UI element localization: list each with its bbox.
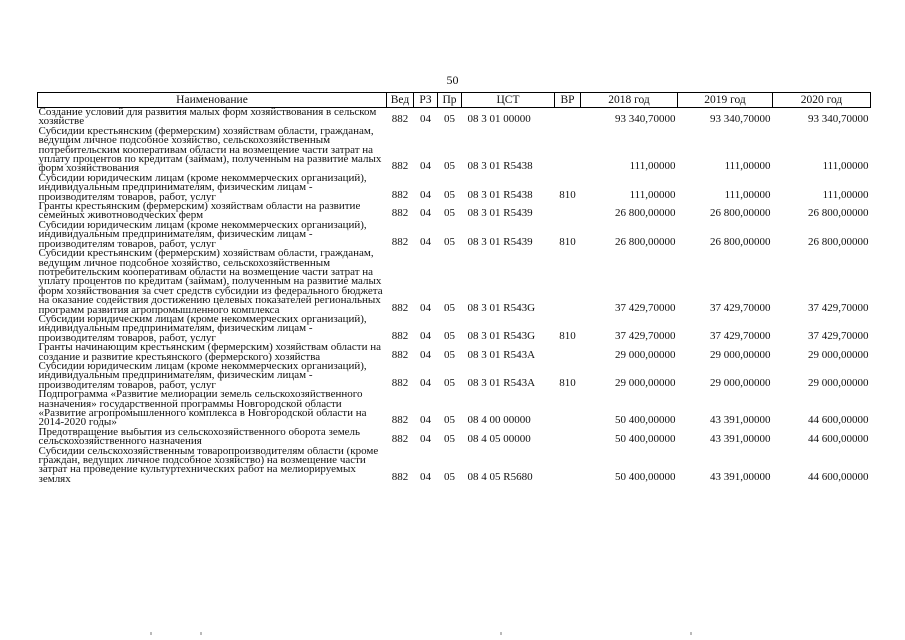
table-row [38, 174, 871, 202]
cell-y2020: 26 800,00000 [808, 207, 869, 220]
cell-ved: 882 [391, 470, 409, 483]
cell-y2019: 29 000,00000 [710, 348, 771, 361]
cell-pr: 05 [444, 301, 455, 314]
cell-cst: 08 3 01 R5439 [467, 207, 533, 220]
table-body [38, 108, 871, 485]
cell-name: Субсидии сельскохозяйственным товаропроизводителям области (кроме граждан, ведущих личное подсобное хозяйство) на возмещение части затрат на проведение культуртехнических работ на мелиорируемых землях [38, 446, 379, 485]
cell-cst: 08 3 01 00000 [467, 113, 531, 126]
cell-rz: 04 [420, 329, 431, 342]
header-ved: Вед [387, 93, 414, 108]
cell-ved: 882 [391, 433, 409, 446]
cell-cst: 08 3 01 R543G [467, 301, 536, 314]
cell-rz: 04 [420, 414, 431, 427]
cell-pr: 05 [444, 329, 455, 342]
cell-vr [555, 428, 581, 447]
table-row [38, 447, 871, 485]
header-cst: ЦСТ [462, 93, 555, 108]
budget-table [37, 92, 871, 484]
cell-name: Гранты крестьянским (фермерским) хозяйствам области на развитие семейных животноводческих ферм [38, 202, 361, 221]
table-row [38, 428, 871, 447]
cell-vr: 810 [559, 376, 576, 389]
cell-cst: 08 3 01 R5438 [467, 188, 533, 201]
cell-y2018: 50 400,00000 [615, 470, 676, 483]
cell-rz: 04 [420, 376, 431, 389]
cell-name: Субсидии юридическим лицам (кроме некоммерческих организаций), индивидуальным предпринимателям, физическим лицам - производителям товаров, работ, услуг [38, 314, 367, 344]
cell-y2019: 111,00000 [724, 160, 771, 173]
cell-y2019: 43 391,00000 [710, 470, 771, 483]
table-row [38, 127, 871, 174]
cell-pr: 05 [444, 188, 455, 201]
header-2020: 2020 год [773, 93, 871, 108]
cell-y2019: 37 429,70000 [710, 301, 771, 314]
cell-y2018: 37 429,70000 [615, 329, 676, 342]
cell-rz: 04 [420, 348, 431, 361]
cell-y2018: 111,00000 [629, 188, 676, 201]
cell-y2018: 50 400,00000 [615, 433, 676, 446]
cell-y2019: 43 391,00000 [710, 414, 771, 427]
cell-y2020: 44 600,00000 [808, 433, 869, 446]
cell-pr: 05 [444, 348, 455, 361]
table-header-row [38, 93, 871, 108]
table-row [38, 108, 871, 127]
cell-name: Субсидии юридическим лицам (кроме некоммерческих организаций), индивидуальным предпринимателям, физическим лицам - производителям товаров, работ, услуг [38, 220, 367, 250]
cell-vr [555, 343, 581, 362]
cell-vr [555, 202, 581, 221]
cell-y2019: 37 429,70000 [710, 329, 771, 342]
cell-name: Субсидии крестьянским (фермерским) хозяйствам области, гражданам, ведущим личное подсобное хозяйство, сельскохозяйственным потребительским кооперативам области на возмещение части затрат на уплату процентов по кредитам (займам), полученным на развитие малых форм хозяйствования за счет средств субсидии из федерального бюджета на оказание содействия достижению целевых показателей региональных программ развития агропромышленного комплекса [38, 249, 383, 315]
cell-cst: 08 3 01 R5438 [467, 160, 533, 173]
cell-y2019: 93 340,70000 [710, 113, 771, 126]
cell-name: Создание условий для развития малых форм хозяйствования в сельском хозяйстве [38, 107, 377, 127]
cell-ved: 882 [391, 113, 409, 126]
header-pr: Пр [438, 93, 462, 108]
cell-ved: 882 [391, 207, 409, 220]
cell-ved: 882 [391, 235, 409, 248]
cell-pr: 05 [444, 160, 455, 173]
cell-y2020: 93 340,70000 [808, 113, 869, 126]
cell-pr: 05 [444, 113, 455, 126]
cell-ved: 882 [391, 376, 409, 389]
cell-name: Подпрограмма «Развитие мелиорации земель сельскохозяйственного назначения» государственной программы Новгородской области «Развитие агропромышленного комплекса в Новгородской области на 2014-2020 годы» [38, 390, 367, 428]
cell-y2018: 26 800,00000 [615, 235, 676, 248]
header-name: Наименование [38, 93, 387, 108]
cell-y2020: 111,00000 [822, 188, 869, 201]
table-row [38, 362, 871, 390]
cell-cst: 08 3 01 R543A [467, 348, 536, 361]
header-2019: 2019 год [678, 93, 773, 108]
cell-name: Субсидии юридическим лицам (кроме некоммерческих организаций), индивидуальным предпринимателям, физическим лицам - производителям товаров, работ, услуг [38, 173, 367, 203]
cell-name: Субсидии крестьянским (фермерским) хозяйствам области, гражданам, ведущим личное подсобное хозяйство, сельскохозяйственным потребительским кооперативам области на возмещение части затрат на уплату процентов по кредитам (займам), полученным на развитие малых форм хозяйствования [38, 126, 382, 174]
cell-ved: 882 [391, 414, 409, 427]
cell-vr [555, 390, 581, 428]
cell-rz: 04 [420, 301, 431, 314]
cell-cst: 08 3 01 R5439 [467, 235, 533, 248]
cell-cst: 08 3 01 R543G [467, 329, 536, 342]
cell-rz: 04 [420, 470, 431, 483]
cell-y2019: 26 800,00000 [710, 235, 771, 248]
cell-pr: 05 [444, 376, 455, 389]
cell-y2018: 37 429,70000 [615, 301, 676, 314]
cell-pr: 05 [444, 470, 455, 483]
cell-vr: 810 [559, 188, 576, 201]
table-row [38, 315, 871, 343]
cell-y2020: 37 429,70000 [808, 329, 869, 342]
cell-y2020: 29 000,00000 [808, 376, 869, 389]
cell-pr: 05 [444, 414, 455, 427]
table-row [38, 202, 871, 221]
cell-rz: 04 [420, 160, 431, 173]
cell-y2018: 29 000,00000 [615, 376, 676, 389]
cell-y2020: 37 429,70000 [808, 301, 869, 314]
cell-vr: 810 [559, 329, 576, 342]
cell-cst: 08 4 00 00000 [467, 414, 531, 427]
cell-y2019: 29 000,00000 [710, 376, 771, 389]
scan-marks [150, 632, 750, 636]
cell-cst: 08 4 05 00000 [467, 433, 531, 446]
cell-vr [555, 249, 581, 315]
cell-rz: 04 [420, 207, 431, 220]
cell-y2018: 111,00000 [629, 160, 676, 173]
cell-y2020: 44 600,00000 [808, 414, 869, 427]
cell-pr: 05 [444, 207, 455, 220]
cell-rz: 04 [420, 188, 431, 201]
cell-name: Субсидии юридическим лицам (кроме некоммерческих организаций), индивидуальным предпринимателям, физическим лицам - производителям товаров, работ, услуг [38, 361, 367, 391]
page-number: 50 [446, 73, 459, 87]
cell-cst: 08 4 05 R5680 [467, 470, 533, 483]
cell-vr: 810 [559, 235, 576, 248]
header-2018: 2018 год [581, 93, 678, 108]
table-row [38, 249, 871, 315]
cell-y2020: 44 600,00000 [808, 470, 869, 483]
cell-ved: 882 [391, 160, 409, 173]
header-rz: РЗ [414, 93, 438, 108]
cell-y2018: 93 340,70000 [615, 113, 676, 126]
cell-vr [555, 447, 581, 485]
cell-ved: 882 [391, 348, 409, 361]
cell-name: Предотвращение выбытия из сельскохозяйственного оборота земель сельскохозяйственного назначения [38, 427, 361, 447]
cell-cst: 08 3 01 R543A [467, 376, 536, 389]
header-vr: ВР [555, 93, 581, 108]
table-row [38, 343, 871, 362]
cell-vr [555, 108, 581, 127]
cell-y2020: 29 000,00000 [808, 348, 869, 361]
cell-y2018: 50 400,00000 [615, 414, 676, 427]
cell-y2020: 26 800,00000 [808, 235, 869, 248]
cell-pr: 05 [444, 235, 455, 248]
cell-rz: 04 [420, 235, 431, 248]
cell-ved: 882 [391, 329, 409, 342]
cell-ved: 882 [391, 301, 409, 314]
cell-rz: 04 [420, 113, 431, 126]
cell-y2020: 111,00000 [822, 160, 869, 173]
cell-y2019: 111,00000 [724, 188, 771, 201]
cell-vr [555, 127, 581, 174]
cell-rz: 04 [420, 433, 431, 446]
cell-name: Гранты начинающим крестьянским (фермерским) хозяйствам области на создание и развитие крестьянского (фермерского) хозяйства [38, 343, 381, 362]
cell-ved: 882 [391, 188, 409, 201]
table-row [38, 221, 871, 249]
cell-y2018: 26 800,00000 [615, 207, 676, 220]
table-row [38, 390, 871, 428]
cell-pr: 05 [444, 433, 455, 446]
cell-y2019: 43 391,00000 [710, 433, 771, 446]
cell-y2018: 29 000,00000 [615, 348, 676, 361]
cell-y2019: 26 800,00000 [710, 207, 771, 220]
